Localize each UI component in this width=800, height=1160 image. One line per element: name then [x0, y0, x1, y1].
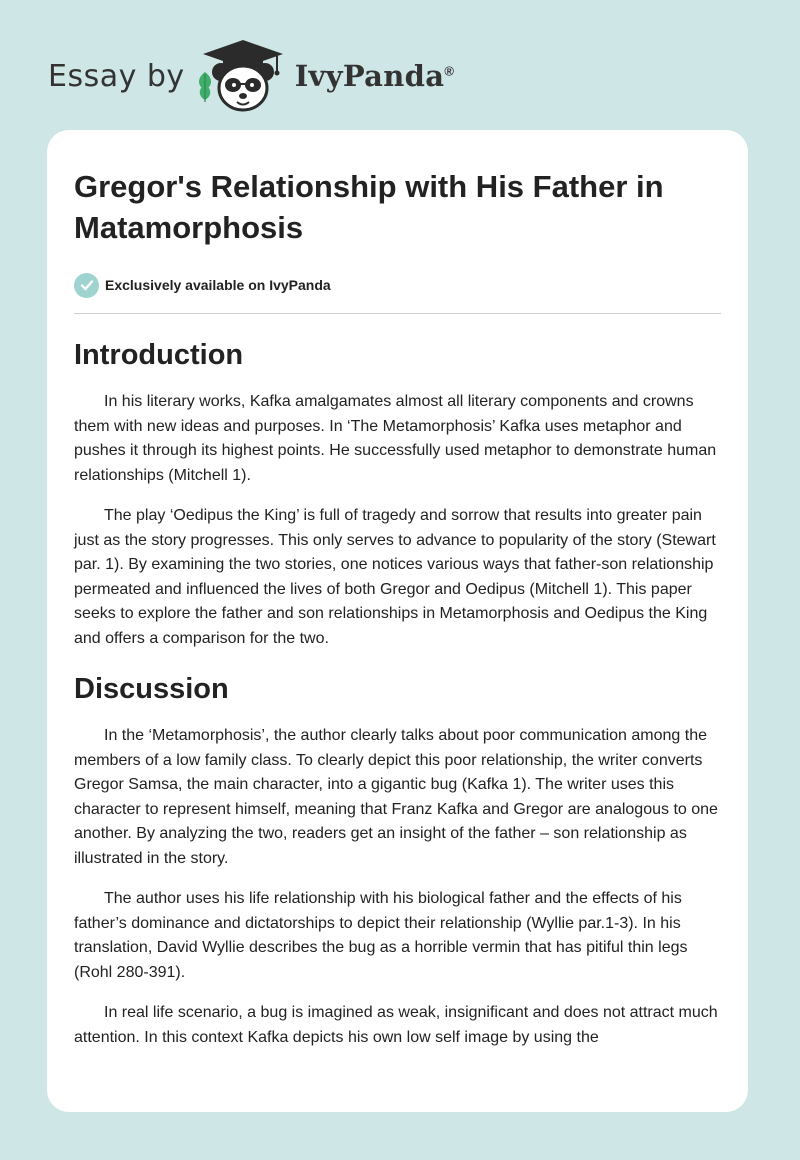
paragraph: The author uses his life relationship with his biological father and the effects of his father’s dominance and dictatorships to depict their relationship (Wyllie par.1-3). In his translation, David Wyllie describes the bug as a horrible vermin that has pitiful thin legs (Rohl 280-391). — [74, 890, 688, 981]
ivypanda-logo[interactable] — [197, 36, 289, 116]
page-title: Gregor's Relationship with His Father in Matamorphosis — [74, 169, 664, 245]
exclusive-label: Exclusively available on IvyPanda — [105, 277, 331, 293]
paragraph: The play ‘Oedipus the King’ is full of tragedy and sorrow that results into greater pain just as the story progresses. This only serves to advance to popularity of the story (Stewart par. 1). By examining the two stories, one notices various ways that father-son relationship permeated and influenced the lives of both Gregor and Oedipus (Mitchell 1). This paper seeks to explore the father and son relationships in Metamorphosis and Oedipus the King and offers a comparison for the two. — [74, 507, 716, 647]
paragraph: In his literary works, Kafka amalgamates almost all literary components and crowns them with new ideas and purposes. In ‘The Metamorphosis’ Kafka uses metaphor and pushes it through its highest points. He successfully used metaphor to demonstrate human relationships (Mitchell 1). — [74, 393, 717, 484]
brand-name[interactable] — [295, 59, 455, 93]
paragraph: In real life scenario, a bug is imagined as weak, insignificant and does not attract much attention. In this context Kafka depicts his own low self image by using the — [74, 1004, 718, 1046]
check-badge-icon — [74, 273, 99, 298]
section-heading-introduction: Introduction — [74, 339, 244, 371]
registered-mark: ® — [444, 63, 455, 79]
site-header — [48, 36, 454, 116]
essay-card — [47, 130, 748, 1112]
ivy-leaf-icon — [195, 70, 215, 104]
exclusive-badge — [74, 272, 721, 298]
divider — [74, 313, 721, 314]
essay-by-label: Essay by — [48, 58, 185, 94]
brand-text: IvyPanda — [294, 59, 445, 93]
paragraph: In the ‘Metamorphosis’, the author clearly talks about poor communication among the members of a low family class. To clearly depict this poor relationship, the writer converts Gregor Samsa, the main character, into a gigantic bug (Kafka 1). The writer uses this character to represent himself, meaning that Franz Kafka and Gregor are analogous to one another. By analyzing the two, readers get an insight of the father – son relationship as illustrated in the story. — [74, 727, 718, 867]
section-heading-discussion: Discussion — [74, 673, 229, 705]
